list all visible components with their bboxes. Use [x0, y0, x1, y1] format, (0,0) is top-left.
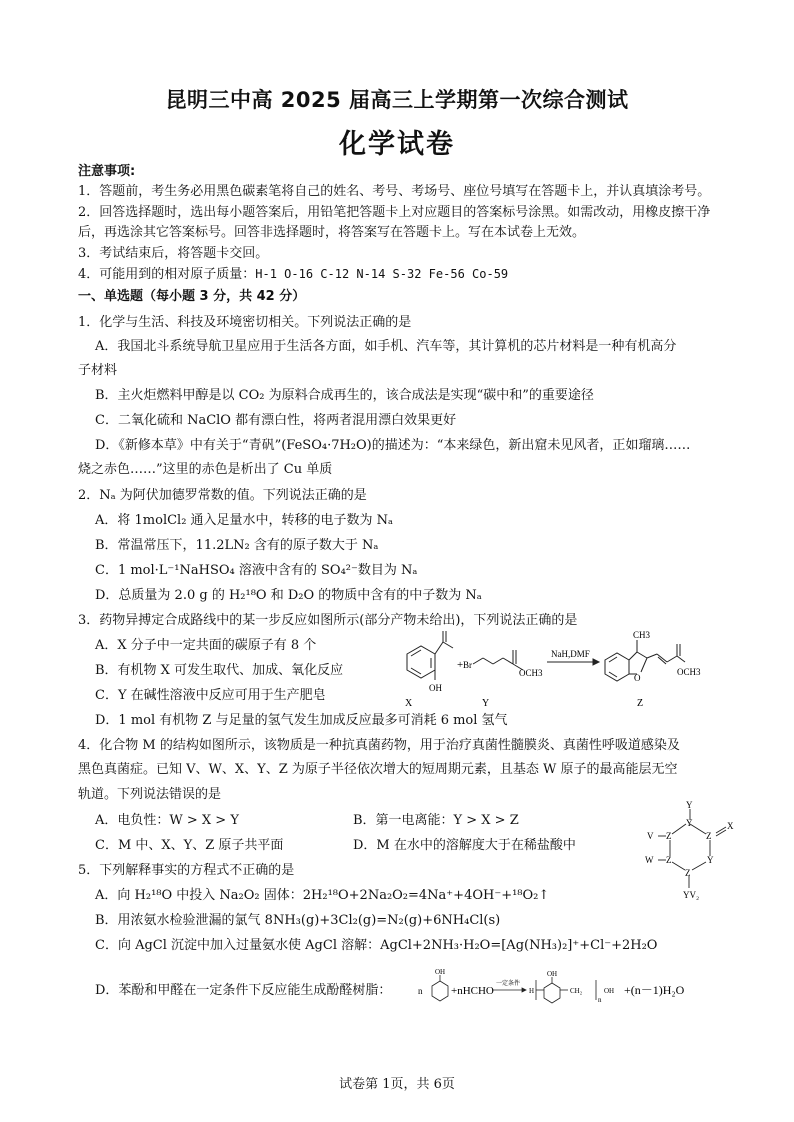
resin-oh: OH — [547, 970, 558, 978]
formaldehyde-term: +nHCHO — [451, 985, 494, 997]
notice-item-2: 2．回答选择题时，选出每小题答案后，用铅笔把答题卡上对应题目的答案标号涂黑。如需改动，用橡皮擦干净 — [78, 205, 711, 220]
notice-item-4 — [78, 266, 508, 283]
q4-option-d: D．M 在水中的溶解度大于在稀盐酸中 — [353, 838, 576, 853]
y-label: Y — [482, 698, 490, 709]
z-och3-label: OCH3 — [677, 667, 701, 677]
q2-stem: 2．Nₐ 为阿伏加德罗常数的值。下列说法正确的是 — [78, 488, 367, 503]
q4-stem-2: 黑色真菌症。已知 V、W、X、Y、Z 为原子半径依次增大的短周期元素，且基态 W 原子的最高能层无空 — [78, 762, 678, 777]
notice-item-3: 3．考试结束后，将答题卡交回。 — [78, 246, 269, 261]
q3-option-d: D．1 mol 有机物 Z 与足量的氢气发生加成反应最多可消耗 6 mol 氢气 — [95, 713, 508, 728]
m-ring-y-right: Y — [707, 855, 714, 865]
q3-option-b: B．有机物 X 可发生取代、加成、氧化反应 — [95, 663, 344, 678]
q3-reaction-scheme — [385, 628, 720, 710]
m-ring-z-left: Z — [666, 855, 672, 865]
x-label: X — [405, 698, 413, 709]
resin-ring — [544, 983, 560, 1003]
atomic-masses: H-1 O-16 C-12 N-14 S-32 Fe-56 Co-59 — [255, 267, 509, 281]
q4-option-a: A．电负性：W > X > Y — [95, 813, 239, 828]
q5-option-d: D．苯酚和甲醛在一定条件下反应能生成酚醛树脂： — [95, 983, 392, 998]
q2-option-c: C．1 mol·L⁻¹NaHSO₄ 溶液中含有的 SO₄²⁻数目为 Nₐ — [95, 563, 418, 578]
q4-stem-3: 轨道。下列说法错误的是 — [78, 787, 222, 802]
q5-stem: 5．下列解释事实的方程式不正确的是 — [78, 863, 295, 878]
q1-option-a: A．我国北斗系统导航卫星应用于生活各方面，如手机、汽车等，其计算机的芯片材料是一种有机高分 — [95, 339, 677, 354]
q5-option-a: A．向 H₂¹⁸O 中投入 Na₂O₂ 固体：2H₂¹⁸O+2Na₂O₂=4Na⁺+4OH⁻+¹⁸O₂↑ — [95, 888, 550, 903]
q5-option-c: C．向 AgCl 沉淀中加入过量氨水使 AgCl 溶解：AgCl+2NH₃·H₂O=[Ag(NH₃)₂]⁺+Cl⁻+2H₂O — [95, 938, 658, 953]
notice-heading: 注意事项: — [78, 164, 136, 179]
q1-option-c: C．二氧化硫和 NaClO 都有漂白性，将两者混用漂白效果更好 — [95, 413, 457, 428]
z-label: Z — [637, 698, 644, 709]
q4-structure-m — [640, 796, 740, 906]
y-och3-label: OCH3 — [519, 668, 543, 678]
x-oh-label: OH — [429, 683, 442, 693]
m-ring-z-right: Z — [706, 831, 712, 841]
m-ring-z-upper: Z — [666, 831, 672, 841]
q1-option-b: B．主火炬燃料甲醇是以 CO₂ 为原料合成再生的，该合成法是实现“碳中和”的重要途径 — [95, 388, 594, 403]
phenol-ring — [432, 981, 448, 1001]
q4-option-b: B．第一电离能：Y > X > Z — [353, 813, 519, 828]
q2-option-d: D．总质量为 2.0 g 的 H₂¹⁸O 和 D₂O 的物质中含有的中子数为 Nₐ — [95, 588, 482, 603]
m-bottom-yv2: YV₂ — [683, 890, 700, 900]
water-term: +(n－1)H₂O — [624, 983, 685, 997]
q1-option-d-cont: 烧之赤色……”这里的赤色是析出了 Cu 单质 — [78, 462, 333, 477]
exam-title: 昆明三中高 2025 届高三上学期第一次综合测试 — [165, 88, 629, 112]
m-ring-z-bottom: Z — [685, 868, 691, 878]
notice-item-4-text: 4．可能用到的相对原子质量： — [78, 267, 256, 282]
page-footer: 试卷第 1页，共 6页 — [339, 1077, 455, 1092]
m-v: V — [647, 831, 654, 841]
phenol-oh: OH — [435, 968, 446, 976]
section-heading: 一、单选题（每小题 3 分，共 42 分） — [78, 289, 306, 304]
q3-stem: 3．药物异搏定合成路线中的某一步反应如图所示(部分产物未给出)，下列说法正确的是 — [78, 613, 578, 628]
resin-ch2: CH₂ — [570, 987, 583, 995]
subject-title: 化学试卷 — [339, 129, 455, 160]
q5-option-b: B．用浓氨水检验泄漏的氯气 8NH₃(g)+3Cl₂(g)=N₂(g)+6NH₄Cl(s) — [95, 913, 501, 928]
q2-option-b: B．常温常压下，11.2LN₂ 含有的原子数大于 Nₐ — [95, 538, 379, 553]
z-o-label: O — [634, 673, 641, 683]
q3-option-a: A．X 分子中一定共面的碳原子有 8 个 — [95, 638, 317, 653]
m-ring-y: Y — [686, 818, 693, 828]
notice-item-2b: 后，再选涂其它答案标号。回答非选择题时，将答案写在答题卡上。写在本试卷上无效。 — [78, 225, 586, 240]
reagent-label: NaH,DMF — [551, 649, 590, 659]
q1-option-d: D．《新修本草》中有关于“青矾”(FeSO₄·7H₂O)的描述为：“本来绿色，新出窟未见风者，正如瑠璃…… — [95, 438, 691, 453]
condition-label: 一定条件 — [496, 981, 521, 987]
q1-option-a-cont: 子材料 — [78, 363, 118, 378]
m-w: W — [645, 855, 654, 865]
z-ch3-label: CH3 — [633, 630, 651, 640]
q1-stem: 1．化学与生活、科技及环境密切相关。下列说法正确的是 — [78, 315, 412, 330]
q4-stem-1: 4．化合物 M 的结构如图所示，该物质是一种抗真菌药物，用于治疗真菌性髓膜炎、真菌性呼吸道感染及 — [78, 738, 680, 753]
resin-subscript-n: n — [598, 996, 602, 1004]
plus-sign: + — [457, 659, 464, 671]
m-x: X — [727, 821, 734, 831]
resin-h: H — [529, 987, 535, 995]
resin-oh-end: OH — [604, 987, 615, 995]
notice-item-1: 1．答题前，考生务必用黑色碳素笔将自己的姓名、考号、考场号、座位号填写在答题卡上，并认真填涂考号。 — [78, 184, 711, 199]
q3-option-c: C．Y 在碱性溶液中反应可用于生产肥皂 — [95, 688, 326, 703]
q4-option-c: C．M 中、X、Y、Z 原子共平面 — [95, 838, 284, 853]
q5-phenol-resin-equation — [410, 966, 700, 1010]
q2-option-a: A．将 1molCl₂ 通入足量水中，转移的电子数为 Nₐ — [95, 513, 394, 528]
m-top-y: Y — [686, 800, 693, 810]
coef-n: n — [418, 986, 423, 996]
y-br-label: Br — [463, 660, 472, 670]
